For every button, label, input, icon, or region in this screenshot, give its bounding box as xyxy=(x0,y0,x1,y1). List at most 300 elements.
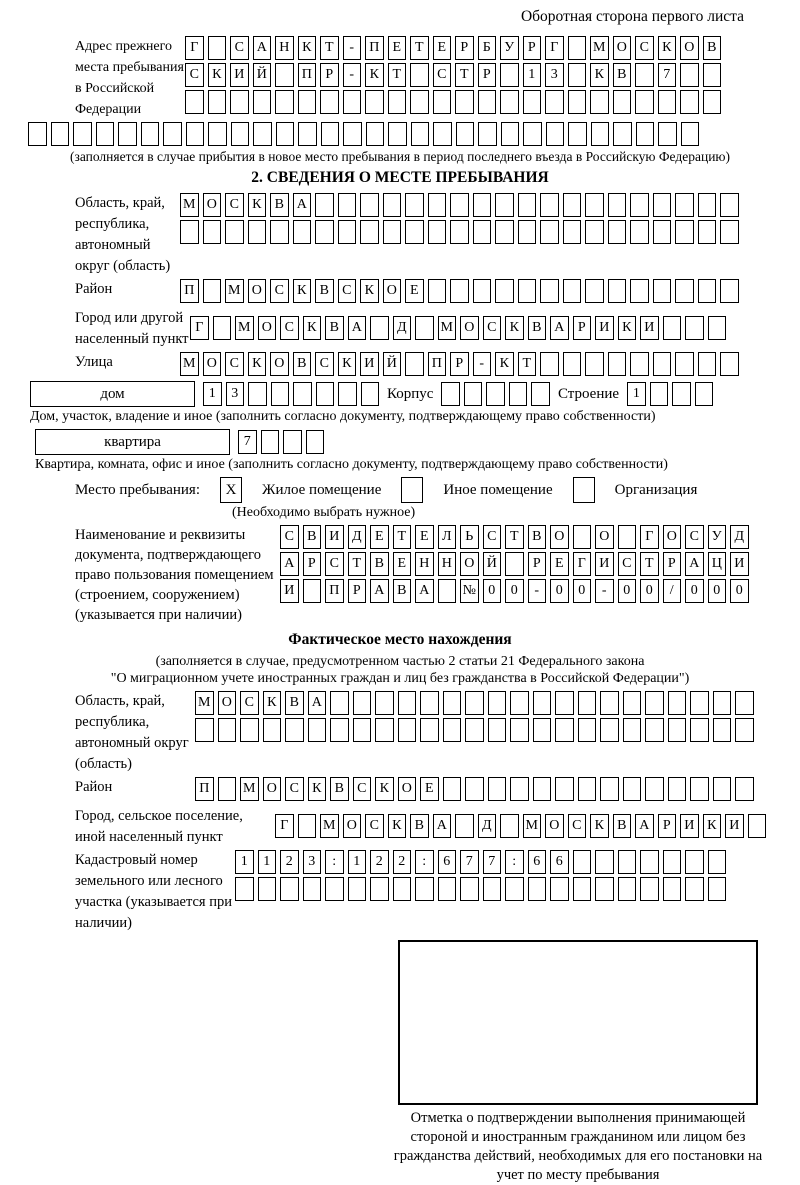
char-cell: Г xyxy=(640,525,659,549)
char-cell xyxy=(546,122,565,146)
char-cell: В xyxy=(303,525,322,549)
char-cell xyxy=(563,279,582,303)
char-cell: К xyxy=(293,279,312,303)
char-cell: П xyxy=(298,63,317,87)
char-cell xyxy=(365,90,384,114)
char-cell: С xyxy=(338,279,357,303)
char-cell: Р xyxy=(573,316,592,340)
char-cell: К xyxy=(495,352,514,376)
char-cell xyxy=(540,352,559,376)
char-cell xyxy=(698,220,717,244)
char-cell: И xyxy=(230,63,249,87)
char-cell xyxy=(441,382,460,406)
char-cell: С xyxy=(230,36,249,60)
char-cell xyxy=(509,382,528,406)
prev-address-caption: (заполняется в случае прибытия в новое место пребывания в период последнего въезда в Российскую Федерацию) xyxy=(69,149,731,164)
char-cell: 6 xyxy=(438,850,457,874)
char-cell xyxy=(271,382,290,406)
char-cell: 1 xyxy=(203,382,222,406)
actual-district-label: Район xyxy=(75,779,113,795)
char-cell: О xyxy=(613,36,632,60)
char-cell: О xyxy=(203,352,222,376)
char-cell: С xyxy=(240,691,259,715)
char-cell: Р xyxy=(303,552,322,576)
char-cell: К xyxy=(590,814,609,838)
stamp-caption: Отметка о подтверждении выполнения принимающей стороной и иностранным гражданином или лицом без гражданства действий, необходимых для его постановки на учет по месту пребывания xyxy=(393,1110,763,1183)
char-cell xyxy=(398,691,417,715)
city-field xyxy=(0,308,800,350)
char-cell xyxy=(698,193,717,217)
char-cell: Ц xyxy=(708,552,727,576)
char-cell xyxy=(523,122,542,146)
actual-region-row-1 xyxy=(195,691,754,715)
char-cell: С xyxy=(325,552,344,576)
char-cell xyxy=(280,877,299,901)
char-cell: Д xyxy=(730,525,749,549)
char-cell: С xyxy=(433,63,452,87)
cadastral-row-2 xyxy=(235,877,726,901)
char-cell: И xyxy=(595,552,614,576)
char-cell: 0 xyxy=(483,579,502,603)
char-cell: Й xyxy=(483,552,502,576)
char-cell xyxy=(568,63,587,87)
stay-type-option-residential-label: Жилое помещение xyxy=(262,481,382,498)
char-cell xyxy=(680,63,699,87)
char-cell: В xyxy=(285,691,304,715)
char-cell xyxy=(213,316,232,340)
char-cell: О xyxy=(550,525,569,549)
district-field xyxy=(0,279,800,306)
usage-doc-rows xyxy=(280,525,749,606)
char-cell: Л xyxy=(438,525,457,549)
char-cell: П xyxy=(365,36,384,60)
char-cell: О xyxy=(545,814,564,838)
char-cell xyxy=(185,90,204,114)
char-cell xyxy=(473,220,492,244)
char-cell: М xyxy=(240,777,259,801)
char-cell xyxy=(338,220,357,244)
char-cell xyxy=(428,193,447,217)
char-cell xyxy=(735,691,754,715)
char-cell xyxy=(298,90,317,114)
char-cell xyxy=(540,220,559,244)
usage-doc-label: Наименование и реквизиты документа, подтверждающего право пользования помещением (строением, сооружением) (указывается при наличии) xyxy=(75,527,274,623)
char-cell xyxy=(623,718,642,742)
char-cell xyxy=(720,220,739,244)
char-cell xyxy=(370,316,389,340)
char-cell: 0 xyxy=(708,579,727,603)
char-cell xyxy=(585,352,604,376)
char-cell xyxy=(163,122,182,146)
char-cell: О xyxy=(203,193,222,217)
char-cell xyxy=(253,90,272,114)
char-cell: В xyxy=(270,193,289,217)
char-cell: Т xyxy=(455,63,474,87)
char-cell: А xyxy=(370,579,389,603)
page-side-note: Оборотная сторона первого листа xyxy=(520,8,744,25)
char-cell xyxy=(473,279,492,303)
char-cell: У xyxy=(708,525,727,549)
char-cell: 3 xyxy=(226,382,245,406)
char-cell: Н xyxy=(415,552,434,576)
char-cell xyxy=(748,814,767,838)
char-cell xyxy=(630,193,649,217)
char-cell xyxy=(675,279,694,303)
char-cell: С xyxy=(270,279,289,303)
char-cell: 6 xyxy=(528,850,547,874)
char-cell xyxy=(375,718,394,742)
char-cell xyxy=(420,718,439,742)
char-cell xyxy=(415,316,434,340)
char-cell xyxy=(96,122,115,146)
char-cell xyxy=(630,220,649,244)
char-cell xyxy=(713,777,732,801)
usage-doc-row-1 xyxy=(280,525,749,549)
char-cell xyxy=(315,193,334,217)
char-cell xyxy=(630,352,649,376)
char-cell xyxy=(668,777,687,801)
char-cell xyxy=(330,718,349,742)
char-cell: С xyxy=(280,316,299,340)
char-cell xyxy=(218,777,237,801)
char-cell: И xyxy=(725,814,744,838)
char-cell xyxy=(563,220,582,244)
char-cell: В xyxy=(613,814,632,838)
char-cell xyxy=(495,193,514,217)
char-cell xyxy=(698,352,717,376)
char-cell: Р xyxy=(663,552,682,576)
char-cell xyxy=(636,122,655,146)
char-cell xyxy=(540,279,559,303)
char-cell xyxy=(563,352,582,376)
char-cell xyxy=(203,220,222,244)
char-cell: 0 xyxy=(640,579,659,603)
char-cell xyxy=(595,850,614,874)
char-cell xyxy=(298,814,317,838)
char-cell xyxy=(645,777,664,801)
char-cell xyxy=(510,718,529,742)
prev-address-row-2 xyxy=(185,63,721,87)
char-cell: - xyxy=(528,579,547,603)
house-type-label: дом xyxy=(100,385,125,402)
char-cell xyxy=(720,279,739,303)
korpus-label: Корпус xyxy=(387,385,434,402)
char-cell: 2 xyxy=(393,850,412,874)
char-cell: А xyxy=(685,552,704,576)
char-cell: М xyxy=(195,691,214,715)
char-cell xyxy=(330,691,349,715)
char-cell xyxy=(600,718,619,742)
char-cell: К xyxy=(590,63,609,87)
char-cell: Р xyxy=(450,352,469,376)
char-cell: - xyxy=(343,63,362,87)
apartment-row xyxy=(0,429,800,455)
char-cell xyxy=(623,777,642,801)
char-cell: В xyxy=(293,352,312,376)
prev-address-label: Адрес прежнего места пребывания в Российской Федерации xyxy=(75,39,184,117)
char-cell xyxy=(685,316,704,340)
char-cell xyxy=(456,122,475,146)
prev-address-row-4 xyxy=(0,122,800,146)
char-cell xyxy=(455,814,474,838)
char-cell xyxy=(495,279,514,303)
char-cell: П xyxy=(180,279,199,303)
char-cell: В xyxy=(528,316,547,340)
char-cell xyxy=(263,718,282,742)
char-cell xyxy=(258,877,277,901)
char-cell xyxy=(325,877,344,901)
char-cell: К xyxy=(263,691,282,715)
char-cell: К xyxy=(338,352,357,376)
char-cell xyxy=(591,122,610,146)
char-cell xyxy=(703,63,722,87)
char-cell: И xyxy=(680,814,699,838)
char-cell: Й xyxy=(383,352,402,376)
char-cell xyxy=(443,777,462,801)
house-number-cells xyxy=(203,382,379,406)
char-cell: П xyxy=(195,777,214,801)
region-row-2 xyxy=(180,220,739,244)
actual-region-label: Область, край, республика, автономный округ (область) xyxy=(75,693,189,772)
char-cell: 1 xyxy=(348,850,367,874)
char-cell xyxy=(488,718,507,742)
apartment-type-label: квартира xyxy=(104,433,161,450)
char-cell xyxy=(618,525,637,549)
char-cell: О xyxy=(343,814,362,838)
char-cell xyxy=(465,718,484,742)
char-cell: 1 xyxy=(235,850,254,874)
char-cell: С xyxy=(185,63,204,87)
actual-location-notes xyxy=(0,653,800,687)
char-cell xyxy=(465,691,484,715)
char-cell: В xyxy=(703,36,722,60)
char-cell: К xyxy=(303,316,322,340)
char-cell: 1 xyxy=(523,63,542,87)
char-cell: У xyxy=(500,36,519,60)
char-cell: Н xyxy=(275,36,294,60)
char-cell xyxy=(613,122,632,146)
region-row-1 xyxy=(180,193,739,217)
char-cell xyxy=(235,877,254,901)
char-cell xyxy=(578,777,597,801)
char-cell xyxy=(531,382,550,406)
char-cell: К xyxy=(658,36,677,60)
char-cell xyxy=(276,122,295,146)
actual-region-row-2 xyxy=(195,718,754,742)
char-cell xyxy=(383,193,402,217)
char-cell xyxy=(618,850,637,874)
char-cell xyxy=(248,220,267,244)
cadastral-field xyxy=(0,850,800,934)
usage-doc-field xyxy=(0,525,800,625)
apartment-caption: Квартира, комната, офис и иное (заполнить согласно документу, подтверждающему право собственности) xyxy=(35,457,668,472)
char-cell xyxy=(465,777,484,801)
char-cell xyxy=(573,877,592,901)
char-cell xyxy=(573,525,592,549)
char-cell xyxy=(383,220,402,244)
char-cell xyxy=(370,877,389,901)
char-cell xyxy=(585,193,604,217)
char-cell xyxy=(720,193,739,217)
char-cell xyxy=(275,63,294,87)
stay-type-option-other-label: Иное помещение xyxy=(443,481,553,498)
char-cell xyxy=(253,122,272,146)
char-cell: Т xyxy=(410,36,429,60)
char-cell: 0 xyxy=(685,579,704,603)
char-cell: О xyxy=(460,552,479,576)
char-cell: 1 xyxy=(258,850,277,874)
stay-type-checkbox-other xyxy=(401,477,423,503)
char-cell: Е xyxy=(393,552,412,576)
char-cell: О xyxy=(270,352,289,376)
char-cell: С xyxy=(365,814,384,838)
char-cell xyxy=(275,90,294,114)
char-cell xyxy=(675,193,694,217)
char-cell: О xyxy=(218,691,237,715)
actual-location-title: Фактическое место нахождения xyxy=(288,631,512,648)
char-cell: В xyxy=(393,579,412,603)
region-label: Область, край, республика, автономный округ (область) xyxy=(75,195,171,274)
actual-region-rows xyxy=(195,691,754,745)
char-cell xyxy=(690,718,709,742)
char-cell xyxy=(428,279,447,303)
char-cell: И xyxy=(280,579,299,603)
char-cell: К xyxy=(505,316,524,340)
char-cell xyxy=(555,777,574,801)
char-cell: 3 xyxy=(303,850,322,874)
char-cell xyxy=(450,193,469,217)
char-cell: К xyxy=(365,63,384,87)
char-cell: 1 xyxy=(627,382,646,406)
char-cell xyxy=(675,352,694,376)
char-cell: А xyxy=(348,316,367,340)
actual-city-row xyxy=(275,814,766,838)
char-cell: : xyxy=(325,850,344,874)
char-cell: М xyxy=(320,814,339,838)
char-cell xyxy=(563,193,582,217)
char-cell: И xyxy=(595,316,614,340)
char-cell xyxy=(338,382,357,406)
prev-address-row-3 xyxy=(185,90,721,114)
char-cell xyxy=(353,691,372,715)
char-cell xyxy=(618,877,637,901)
char-cell xyxy=(464,382,483,406)
apartment-number-cells xyxy=(238,430,324,454)
stay-type-hint: (Необходимо выбрать нужное) xyxy=(232,505,416,520)
char-cell xyxy=(528,877,547,901)
char-cell: К xyxy=(388,814,407,838)
char-cell xyxy=(650,382,669,406)
char-cell: С xyxy=(285,777,304,801)
char-cell xyxy=(585,220,604,244)
char-cell xyxy=(713,718,732,742)
char-cell: - xyxy=(595,579,614,603)
char-cell xyxy=(483,877,502,901)
char-cell xyxy=(613,90,632,114)
char-cell: К xyxy=(208,63,227,87)
char-cell: Й xyxy=(253,63,272,87)
char-cell xyxy=(231,122,250,146)
char-cell xyxy=(703,90,722,114)
char-cell: И xyxy=(730,552,749,576)
char-cell xyxy=(443,718,462,742)
char-cell xyxy=(450,279,469,303)
char-cell xyxy=(653,193,672,217)
char-cell xyxy=(438,579,457,603)
char-cell: А xyxy=(415,579,434,603)
char-cell xyxy=(653,279,672,303)
char-cell: Д xyxy=(478,814,497,838)
actual-location-note-1: (заполняется в случае, предусмотренном частью 2 статьи 21 Федерального закона xyxy=(155,654,645,669)
char-cell xyxy=(218,718,237,742)
stay-type-row xyxy=(0,477,800,503)
char-cell: 6 xyxy=(550,850,569,874)
char-cell: Е xyxy=(433,36,452,60)
char-cell: О xyxy=(680,36,699,60)
char-cell xyxy=(460,877,479,901)
char-cell xyxy=(608,352,627,376)
char-cell xyxy=(578,691,597,715)
char-cell: И xyxy=(640,316,659,340)
char-cell xyxy=(303,877,322,901)
char-cell xyxy=(555,691,574,715)
char-cell xyxy=(360,193,379,217)
char-cell xyxy=(428,220,447,244)
char-cell xyxy=(303,579,322,603)
char-cell xyxy=(555,718,574,742)
char-cell: Е xyxy=(550,552,569,576)
char-cell xyxy=(640,877,659,901)
char-cell xyxy=(180,220,199,244)
house-row xyxy=(0,381,800,407)
char-cell xyxy=(261,430,280,454)
char-cell: С xyxy=(225,193,244,217)
char-cell xyxy=(348,877,367,901)
char-cell xyxy=(488,691,507,715)
char-cell xyxy=(640,850,659,874)
char-cell: П xyxy=(428,352,447,376)
char-cell: Р xyxy=(455,36,474,60)
char-cell: 0 xyxy=(618,579,637,603)
char-cell xyxy=(360,220,379,244)
char-cell: О xyxy=(663,525,682,549)
char-cell: А xyxy=(308,691,327,715)
stroenie-cells xyxy=(627,382,713,406)
char-cell: Е xyxy=(405,279,424,303)
char-cell: А xyxy=(293,193,312,217)
char-cell: К xyxy=(308,777,327,801)
char-cell xyxy=(443,691,462,715)
char-cell: Н xyxy=(438,552,457,576)
char-cell: Р xyxy=(658,814,677,838)
char-cell xyxy=(713,691,732,715)
char-cell xyxy=(533,718,552,742)
char-cell: Т xyxy=(320,36,339,60)
char-cell xyxy=(316,382,335,406)
char-cell xyxy=(405,352,424,376)
char-cell: Г xyxy=(185,36,204,60)
char-cell: Р xyxy=(320,63,339,87)
cadastral-label: Кадастровый номер земельного или лесного участка (указывается при наличии) xyxy=(75,852,232,931)
char-cell xyxy=(623,691,642,715)
actual-district-row xyxy=(195,777,754,801)
house-caption: Дом, участок, владение и иное (заполнить согласно документу, подтверждающему право собственности) xyxy=(30,409,656,424)
char-cell: О xyxy=(258,316,277,340)
char-cell xyxy=(450,220,469,244)
char-cell xyxy=(248,382,267,406)
char-cell: К xyxy=(248,352,267,376)
char-cell xyxy=(680,90,699,114)
